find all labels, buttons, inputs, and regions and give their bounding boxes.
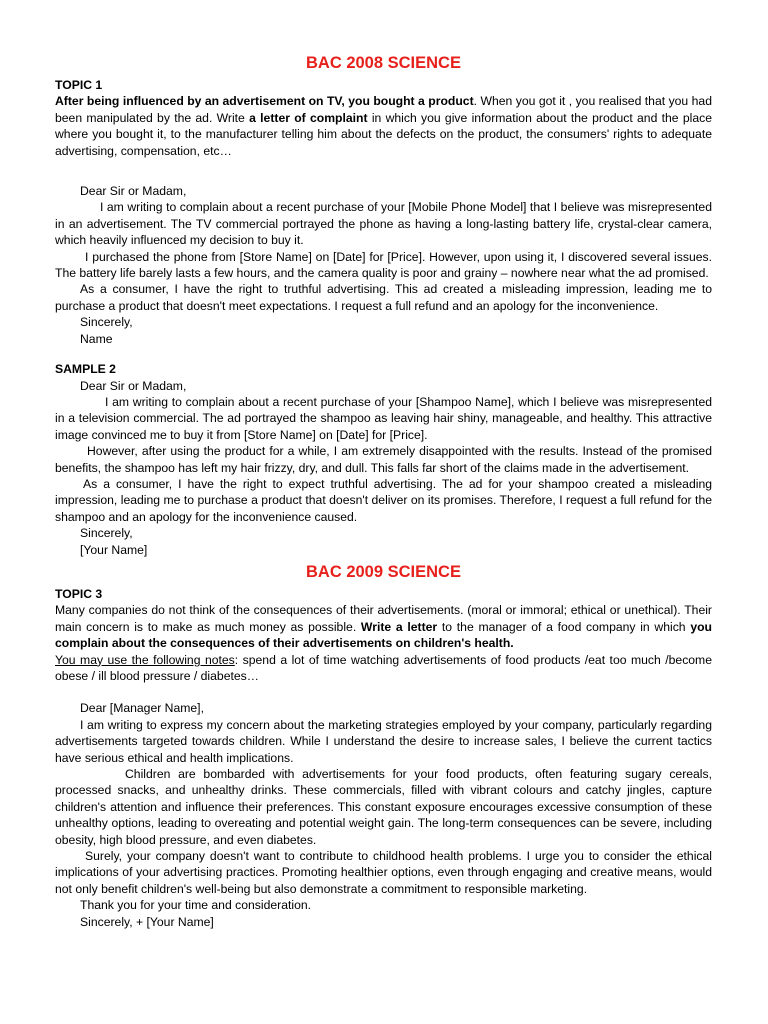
letter-thanks: Thank you for your time and consideration. — [80, 898, 312, 913]
letter-paragraph: I am writing to complain about a recent purchase of your [Shampoo Name], which I believe was misrepresented in a television commercial. The ad portrayed the shampoo as leaving hair shiny, manageable, and healthy. This attractive image convinced me to buy it from [Store Name] on [Date] for [Price]. — [55, 394, 712, 442]
topic-3-notes — [55, 652, 712, 685]
letter-closing: Sincerely, — [80, 315, 133, 330]
prompt-bold: you complain about the consequences of their advertisements on children's health. — [55, 619, 712, 651]
document-page — [55, 52, 712, 930]
letter-paragraph: Children are bombarded with advertisements for your food products, often featuring sugary cereals, processed snacks, and unhealthy drinks. These commercials, filled with vibrant colours and catchy jingles, capture children's attention and influence their preferences. This constant exposure encourages excessive consumption of these unhealthy options, leading to overeating and potential weight gain. The long-term consequences can be severe, including obesity, high blood pressure, and even diabetes. — [55, 767, 712, 847]
topic-3-label: TOPIC 3 — [55, 586, 103, 601]
notes-text: : spend a lot of time watching advertisements of food products /eat too much /become obese / ill blood pressure / diabetes… — [55, 652, 712, 683]
sample-2-label: SAMPLE 2 — [55, 362, 116, 377]
topic-1-prompt — [55, 93, 712, 159]
notes-label: You may use the following notes — [55, 652, 235, 667]
letter-paragraph: As a consumer, I have the right to truthful advertising. This ad created a misleading impression, leading me to purchase a product that doesn't meet expectations. I request a full refund and an apology for the inconvenience. — [55, 282, 712, 313]
letter-paragraph: I am writing to express my concern about the marketing strategies employed by your company, particularly regarding advertisements targeted towards children. While I understand the desire to increase sales, I believe the current tactics have serious ethical and health implications. — [55, 717, 712, 765]
prompt-text: to the manager of a food company in which — [437, 619, 691, 634]
prompt-bold: a letter of complaint — [249, 110, 368, 125]
topic-1-label: TOPIC 1 — [55, 78, 103, 92]
prompt-text: in which you give information about the product and the place where you bought it, to the manufacturer telling him about the defects on the product, the consumers' rights to adequate advertising, compensation, etc… — [55, 110, 712, 158]
prompt-bold: Write a letter — [360, 619, 438, 634]
topic-3-prompt — [55, 602, 712, 651]
letter-signature: Name — [80, 331, 113, 346]
letter-paragraph: Surely, your company doesn't want to contribute to childhood health problems. I urge you to consider the ethical implications of your advertising practices. Promoting healthier options, even through engaging and creative means, would not only benefit children's well-being but also demonstrate a commitment to responsible marketing. — [55, 849, 712, 896]
letter-signature: [Your Name] — [80, 542, 148, 557]
letter-greeting: Dear [Manager Name], — [80, 701, 204, 716]
letter-paragraph: I am writing to complain about a recent purchase of your [Mobile Phone Model] that I believe was misrepresented in an advertisement. The TV commercial portrayed the phone as having a long-lasting battery life, crystal-clear camera, which heavily influenced my decision to buy it. — [55, 200, 712, 248]
letter-closing: Sincerely, — [80, 526, 133, 541]
section-title-bac-2009: BAC 2009 SCIENCE — [306, 562, 461, 581]
section-title-bac-2008: BAC 2008 SCIENCE — [306, 54, 461, 72]
prompt-bold: After being influenced by an advertisement on TV, you bought a product — [55, 94, 474, 109]
letter-paragraph: I purchased the phone from [Store Name] on [Date] for [Price]. However, upon using it, I discovered several issues. The battery life barely lasts a few hours, and the camera quality is poor and grainy – nowhere near what the ad promised. — [55, 249, 712, 281]
letter-greeting: Dear Sir or Madam, — [80, 378, 187, 393]
letter-greeting: Dear Sir or Madam, — [80, 184, 187, 199]
letter-closing: Sincerely, + [Your Name] — [80, 914, 214, 929]
prompt-text: Many companies do not think of the consequences of their advertisements. (moral or immoral; ethical or unethical). Their main concern is to make as much money as possible. — [55, 603, 712, 634]
letter-paragraph: However, after using the product for a while, I am extremely disappointed with the results. Instead of the promised benefits, the shampoo has left my hair frizzy, dry, and dull. This falls far short of the claims made in the advertisement. — [55, 444, 712, 475]
letter-paragraph: As a consumer, I have the right to expect truthful advertising. The ad for your shampoo created a misleading impression, leading me to purchase a product that doesn't deliver on its promises. Therefore, I request a full refund for the shampoo and an apology for the inconvenience caused. — [55, 476, 712, 524]
prompt-text: . When you got it , you realised that you had been manipulated by the ad. Write — [55, 94, 712, 125]
